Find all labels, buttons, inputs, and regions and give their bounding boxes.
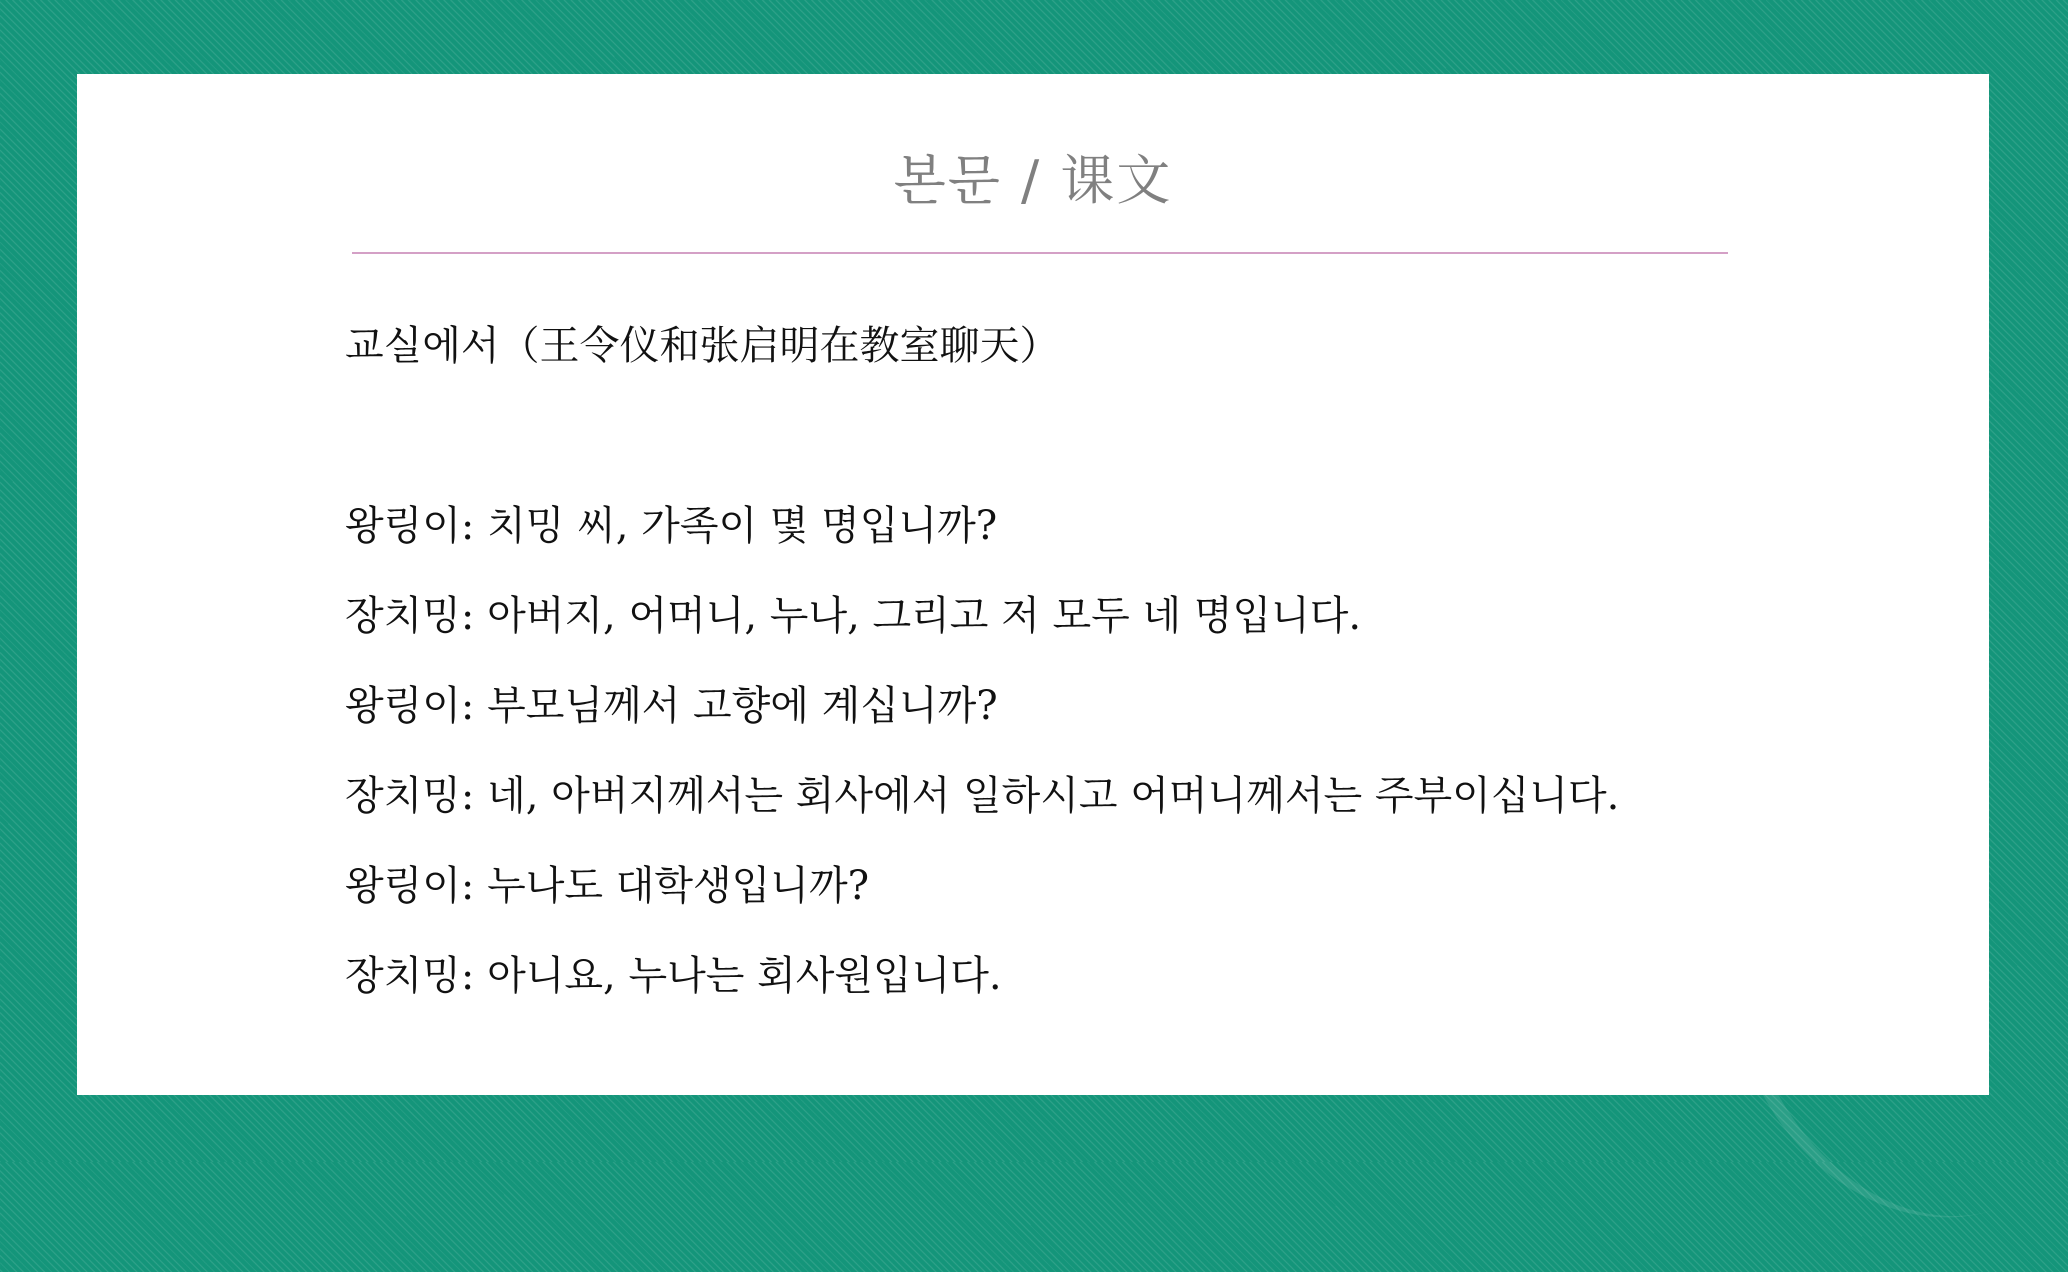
title-divider (352, 252, 1728, 254)
scene-heading: 교실에서（王令仪和张启明在教室聊天） (345, 323, 1060, 369)
dialogue-line-6: 장치밍: 아니요, 누나는 회사원입니다. (345, 953, 1002, 999)
slide-title: 본문 / 课文 (893, 149, 1173, 212)
slide-panel (77, 74, 1989, 1095)
dialogue-line-2: 장치밍: 아버지, 어머니, 누나, 그리고 저 모두 네 명입니다. (345, 593, 1362, 639)
dialogue-line-1: 왕링이: 치밍 씨, 가족이 몇 명입니까? (345, 503, 998, 549)
dialogue-line-3: 왕링이: 부모님께서 고향에 계십니까? (345, 683, 998, 729)
dialogue-line-4: 장치밍: 네, 아버지께서는 회사에서 일하시고 어머니께서는 주부이십니다. (345, 773, 1620, 819)
dialogue-line-5: 왕링이: 누나도 대학생입니까? (345, 863, 870, 909)
